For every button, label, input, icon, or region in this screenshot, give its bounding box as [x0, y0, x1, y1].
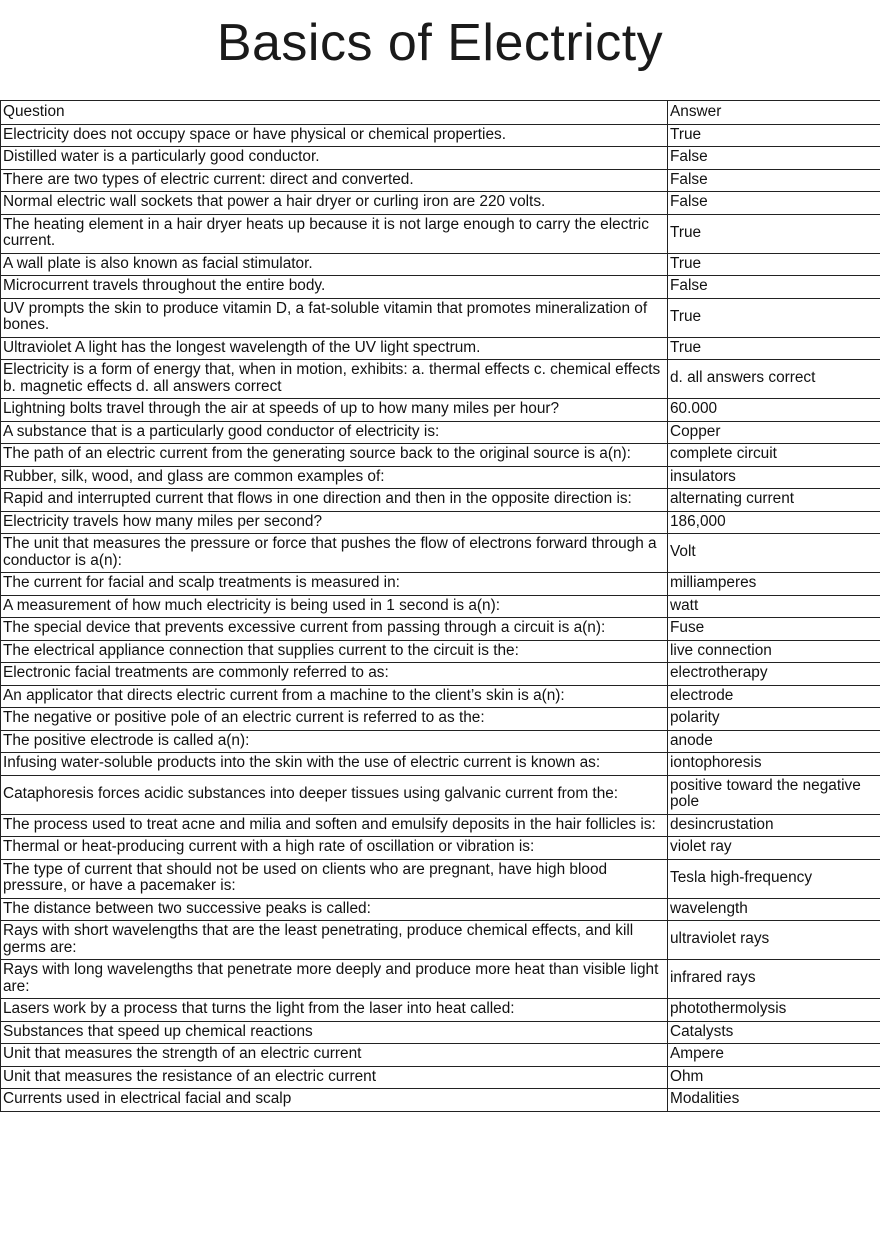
answer-cell: True: [668, 214, 880, 253]
table-row: [1, 837, 880, 860]
question-cell: The distance between two successive peaks is called:: [1, 898, 668, 921]
table-row: [1, 1066, 880, 1089]
answer-cell: ultraviolet rays: [668, 921, 880, 960]
qa-table: [0, 100, 880, 1112]
question-cell: The process used to treat acne and milia and soften and emulsify deposits in the hair follicles is:: [1, 814, 668, 837]
question-cell: A substance that is a particularly good conductor of electricity is:: [1, 421, 668, 444]
answer-cell: electrotherapy: [668, 663, 880, 686]
answer-cell: False: [668, 276, 880, 299]
answer-cell: Tesla high-frequency: [668, 859, 880, 898]
table-row: [1, 147, 880, 170]
answer-cell: 60.000: [668, 399, 880, 422]
answer-cell: desincrustation: [668, 814, 880, 837]
question-cell: Rapid and interrupted current that flows in one direction and then in the opposite direction is:: [1, 489, 668, 512]
table-row: [1, 337, 880, 360]
answer-cell: True: [668, 124, 880, 147]
qa-table-body: [1, 124, 880, 1111]
answer-cell: False: [668, 192, 880, 215]
table-row: [1, 1089, 880, 1112]
table-row: [1, 253, 880, 276]
table-row: [1, 399, 880, 422]
table-row: [1, 466, 880, 489]
question-cell: Electronic facial treatments are commonly referred to as:: [1, 663, 668, 686]
question-cell: Thermal or heat-producing current with a high rate of oscillation or vibration is:: [1, 837, 668, 860]
table-row: [1, 1021, 880, 1044]
table-row: [1, 898, 880, 921]
answer-cell: d. all answers correct: [668, 360, 880, 399]
answer-cell: watt: [668, 595, 880, 618]
answer-cell: infrared rays: [668, 960, 880, 999]
answer-cell: Modalities: [668, 1089, 880, 1112]
question-cell: Electricity is a form of energy that, when in motion, exhibits: a. thermal effects c. chemical effects b. magnetic effects d. all answers correct: [1, 360, 668, 399]
question-cell: Infusing water-soluble products into the skin with the use of electric current is known as:: [1, 753, 668, 776]
table-row: [1, 169, 880, 192]
question-cell: Lightning bolts travel through the air at speeds of up to how many miles per hour?: [1, 399, 668, 422]
question-cell: A measurement of how much electricity is being used in 1 second is a(n):: [1, 595, 668, 618]
question-column-header: Question: [1, 101, 668, 125]
table-row: [1, 360, 880, 399]
question-cell: Unit that measures the strength of an electric current: [1, 1044, 668, 1067]
table-row: [1, 859, 880, 898]
answer-cell: milliamperes: [668, 573, 880, 596]
question-cell: The heating element in a hair dryer heats up because it is not large enough to carry the electric current.: [1, 214, 668, 253]
table-row: [1, 685, 880, 708]
answer-cell: False: [668, 169, 880, 192]
question-cell: The current for facial and scalp treatments is measured in:: [1, 573, 668, 596]
question-cell: There are two types of electric current: direct and converted.: [1, 169, 668, 192]
question-cell: Unit that measures the resistance of an electric current: [1, 1066, 668, 1089]
table-row: [1, 753, 880, 776]
question-cell: Electricity does not occupy space or have physical or chemical properties.: [1, 124, 668, 147]
question-cell: UV prompts the skin to produce vitamin D, a fat-soluble vitamin that promotes mineralization of bones.: [1, 298, 668, 337]
answer-cell: photothermolysis: [668, 999, 880, 1022]
table-row: [1, 960, 880, 999]
table-row: [1, 276, 880, 299]
question-cell: Rubber, silk, wood, and glass are common examples of:: [1, 466, 668, 489]
answer-cell: insulators: [668, 466, 880, 489]
question-cell: An applicator that directs electric current from a machine to the client’s skin is a(n):: [1, 685, 668, 708]
question-cell: Ultraviolet A light has the longest wavelength of the UV light spectrum.: [1, 337, 668, 360]
table-row: [1, 192, 880, 215]
table-row: [1, 511, 880, 534]
answer-cell: Ohm: [668, 1066, 880, 1089]
answer-cell: False: [668, 147, 880, 170]
question-cell: Normal electric wall sockets that power a hair dryer or curling iron are 220 volts.: [1, 192, 668, 215]
answer-cell: True: [668, 298, 880, 337]
question-cell: Currents used in electrical facial and scalp: [1, 1089, 668, 1112]
table-row: [1, 421, 880, 444]
question-cell: The electrical appliance connection that supplies current to the circuit is the:: [1, 640, 668, 663]
page-title: Basics of Electricty: [216, 14, 664, 72]
question-cell: Substances that speed up chemical reactions: [1, 1021, 668, 1044]
table-row: [1, 708, 880, 731]
question-cell: The path of an electric current from the generating source back to the original source is a(n):: [1, 444, 668, 467]
answer-cell: violet ray: [668, 837, 880, 860]
table-row: [1, 444, 880, 467]
answer-cell: live connection: [668, 640, 880, 663]
answer-cell: electrode: [668, 685, 880, 708]
answer-cell: anode: [668, 730, 880, 753]
question-cell: Rays with short wavelengths that are the least penetrating, produce chemical effects, and kill germs are:: [1, 921, 668, 960]
answer-cell: Catalysts: [668, 1021, 880, 1044]
table-row: [1, 534, 880, 573]
answer-cell: 186,000: [668, 511, 880, 534]
table-row: [1, 730, 880, 753]
table-row: [1, 921, 880, 960]
table-row: [1, 489, 880, 512]
question-cell: The type of current that should not be used on clients who are pregnant, have high blood pressure, or have a pacemaker is:: [1, 859, 668, 898]
table-row: [1, 999, 880, 1022]
answer-cell: Ampere: [668, 1044, 880, 1067]
table-row: [1, 640, 880, 663]
table-row: [1, 1044, 880, 1067]
table-row: [1, 124, 880, 147]
table-row: [1, 298, 880, 337]
answer-cell: alternating current: [668, 489, 880, 512]
answer-cell: wavelength: [668, 898, 880, 921]
question-cell: Cataphoresis forces acidic substances into deeper tissues using galvanic current from the:: [1, 775, 668, 814]
answer-cell: Fuse: [668, 618, 880, 641]
table-row: [1, 595, 880, 618]
answer-cell: positive toward the negative pole: [668, 775, 880, 814]
question-cell: The positive electrode is called a(n):: [1, 730, 668, 753]
table-header-row: [1, 101, 880, 125]
question-cell: The special device that prevents excessive current from passing through a circuit is a(n):: [1, 618, 668, 641]
table-row: [1, 663, 880, 686]
table-row: [1, 214, 880, 253]
answer-cell: Copper: [668, 421, 880, 444]
table-row: [1, 814, 880, 837]
answer-cell: polarity: [668, 708, 880, 731]
answer-cell: True: [668, 337, 880, 360]
table-row: [1, 573, 880, 596]
question-cell: A wall plate is also known as facial stimulator.: [1, 253, 668, 276]
answer-cell: Volt: [668, 534, 880, 573]
question-cell: Microcurrent travels throughout the entire body.: [1, 276, 668, 299]
question-cell: Electricity travels how many miles per second?: [1, 511, 668, 534]
question-cell: Lasers work by a process that turns the light from the laser into heat called:: [1, 999, 668, 1022]
question-cell: The unit that measures the pressure or force that pushes the flow of electrons forward through a conductor is a(n):: [1, 534, 668, 573]
question-cell: Rays with long wavelengths that penetrate more deeply and produce more heat than visible light are:: [1, 960, 668, 999]
table-row: [1, 618, 880, 641]
question-cell: The negative or positive pole of an electric current is referred to as the:: [1, 708, 668, 731]
table-row: [1, 775, 880, 814]
answer-cell: True: [668, 253, 880, 276]
answer-cell: iontophoresis: [668, 753, 880, 776]
answer-column-header: Answer: [668, 101, 880, 125]
question-cell: Distilled water is a particularly good conductor.: [1, 147, 668, 170]
answer-cell: complete circuit: [668, 444, 880, 467]
